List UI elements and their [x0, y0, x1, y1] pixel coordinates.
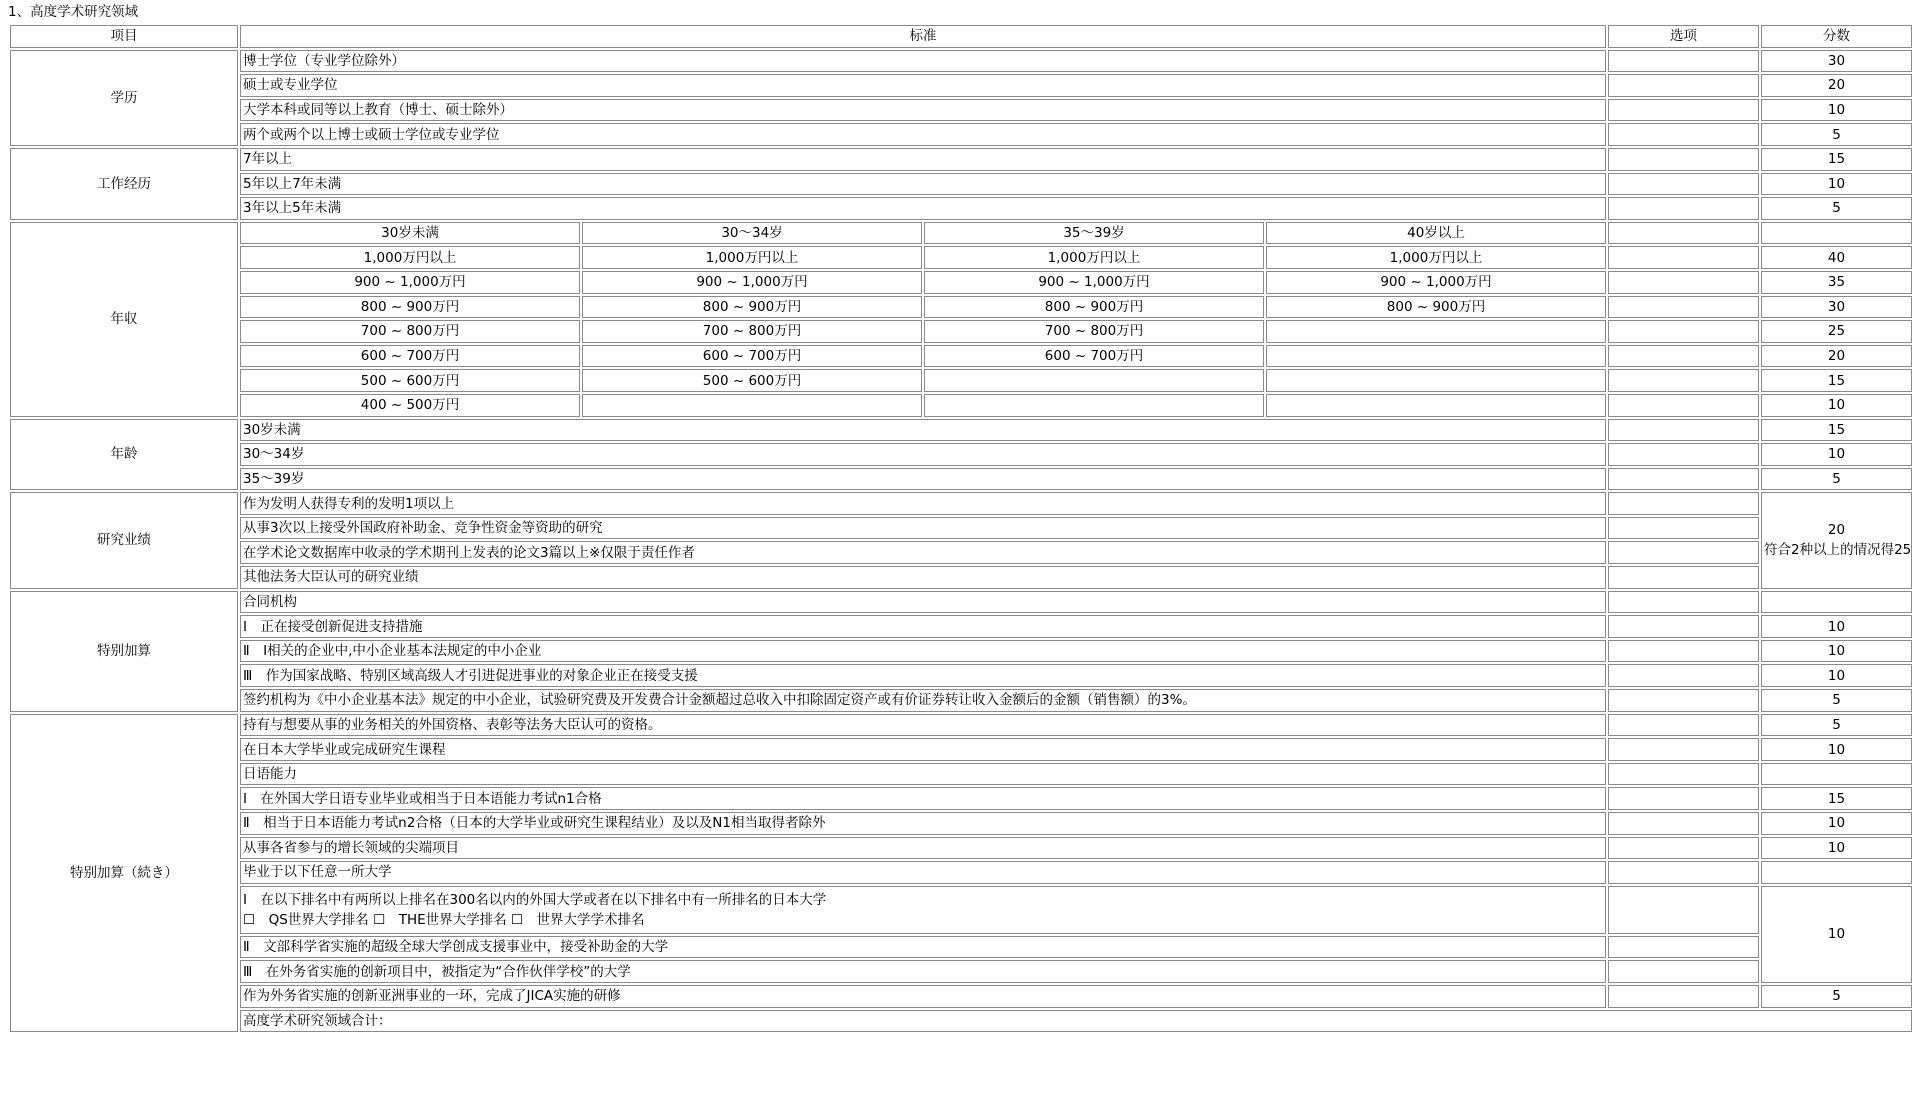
table-row — [10, 689, 1914, 712]
income-cell: 1,000万円以上 — [582, 246, 922, 269]
table-row — [10, 714, 1914, 737]
option-cell[interactable] — [1608, 296, 1759, 319]
income-cell — [924, 369, 1264, 392]
table-row — [10, 443, 1914, 466]
income-cell: 700 ~ 800万円 — [582, 320, 922, 343]
university-points-cell: 10 — [1761, 886, 1912, 983]
table-row — [10, 296, 1914, 319]
criterion-text: 博士学位（专业学位除外） — [240, 50, 1606, 73]
income-cell — [1266, 369, 1606, 392]
table-row — [10, 468, 1914, 491]
criterion-text: 30岁未满 — [240, 419, 1606, 442]
option-cell — [1608, 222, 1759, 245]
table-row — [10, 369, 1914, 392]
points-cell: 10 — [1761, 173, 1912, 196]
table-row — [10, 271, 1914, 294]
income-cell: 700 ~ 800万円 — [924, 320, 1264, 343]
criterion-text — [240, 886, 1606, 934]
option-cell[interactable] — [1608, 664, 1759, 687]
header-points: 分数 — [1761, 25, 1912, 48]
option-cell — [1608, 861, 1759, 884]
table-row — [10, 492, 1914, 515]
header-item: 项目 — [10, 25, 238, 48]
table-row — [10, 246, 1914, 269]
table-row — [10, 566, 1914, 589]
income-cell: 900 ~ 1,000万円 — [1266, 271, 1606, 294]
criterion-text: 在学术论文数据库中收录的学术期刊上发表的论文3篇以上※仅限于责任作者 — [240, 541, 1606, 564]
criterion-text: 35～39岁 — [240, 468, 1606, 491]
income-cell: 700 ~ 800万円 — [240, 320, 580, 343]
income-cell: 800 ~ 900万円 — [1266, 296, 1606, 319]
criterion-text: 30～34岁 — [240, 443, 1606, 466]
criterion-text: 其他法务大臣认可的研究业绩 — [240, 566, 1606, 589]
table-row — [10, 861, 1914, 884]
criterion-text: 从事3次以上接受外国政府补助金、竞争性资金等资助的研究 — [240, 517, 1606, 540]
category-education: 学历 — [10, 50, 238, 146]
option-cell[interactable] — [1608, 443, 1759, 466]
criterion-text: 毕业于以下任意一所大学 — [240, 861, 1606, 884]
income-age-column: 30岁未满 — [240, 222, 580, 245]
points-cell: 5 — [1761, 689, 1912, 712]
table-row — [10, 787, 1914, 810]
points-cell: 10 — [1761, 837, 1912, 860]
option-cell[interactable] — [1608, 99, 1759, 122]
income-cell — [582, 394, 922, 417]
total-label: 高度学术研究领域合计： — [240, 1010, 1912, 1033]
option-cell[interactable] — [1608, 566, 1759, 589]
criterion-text: Ⅲ 作为国家战略、特别区域高级人才引进促进事业的对象企业正在接受支援 — [240, 664, 1606, 687]
criterion-text: Ⅲ 在外务省实施的创新项目中，被指定为“合作伙伴学校”的大学 — [240, 960, 1606, 983]
criterion-text: Ⅱ 相当于日本语能力考试n2合格（日本的大学毕业或研究生课程结业）及以及N1相当取得者除外 — [240, 812, 1606, 835]
criterion-text: 两个或两个以上博士或硕士学位或专业学位 — [240, 123, 1606, 146]
option-cell[interactable] — [1608, 787, 1759, 810]
research-points: 20 — [1827, 522, 1846, 539]
income-cell: 800 ~ 900万円 — [582, 296, 922, 319]
table-row — [10, 541, 1914, 564]
option-cell[interactable] — [1608, 541, 1759, 564]
income-cell: 800 ~ 900万円 — [240, 296, 580, 319]
header-row — [10, 25, 1914, 48]
income-age-column: 30～34岁 — [582, 222, 922, 245]
criterion-text: Ⅱ 文部科学省实施的超级全球大学创成支援事业中，接受补助金的大学 — [240, 936, 1606, 959]
points-cell: 10 — [1761, 812, 1912, 835]
table-row — [10, 148, 1914, 171]
category-age: 年龄 — [10, 419, 238, 491]
criterion-text: 作为外务省实施的创新亚洲事业的一环，完成了JICA实施的研修 — [240, 985, 1606, 1008]
income-cell: 1,000万円以上 — [240, 246, 580, 269]
points-cell: 5 — [1761, 714, 1912, 737]
income-cell: 900 ~ 1,000万円 — [924, 271, 1264, 294]
income-cell: 500 ~ 600万円 — [582, 369, 922, 392]
table-row — [10, 123, 1914, 146]
points-cell: 30 — [1761, 50, 1912, 73]
table-row — [10, 197, 1914, 220]
table-row — [10, 812, 1914, 835]
table-row — [10, 985, 1914, 1008]
category-bonus-continued: 特别加算（続き） — [10, 714, 238, 1033]
criterion-text: 大学本科或同等以上教育（博士、硕士除外） — [240, 99, 1606, 122]
option-cell — [1608, 591, 1759, 614]
table-row — [10, 640, 1914, 663]
option-cell[interactable] — [1608, 320, 1759, 343]
criterion-text: 持有与想要从事的业务相关的外国资格、表彰等法务大臣认可的资格。 — [240, 714, 1606, 737]
table-row — [10, 591, 1914, 614]
criterion-text: 在日本大学毕业或完成研究生课程 — [240, 738, 1606, 761]
option-cell[interactable] — [1608, 246, 1759, 269]
points-cell: 25 — [1761, 320, 1912, 343]
ranking-checkboxes[interactable]: ☐ QS世界大学排名 ☐ THE世界大学排名 ☐ 世界大学学术排名 — [243, 911, 645, 928]
option-cell[interactable] — [1608, 615, 1759, 638]
table-row — [10, 173, 1914, 196]
points-cell: 15 — [1761, 419, 1912, 442]
points-cell: 10 — [1761, 99, 1912, 122]
criterion-text: 7年以上 — [240, 148, 1606, 171]
points-cell: 20 — [1761, 74, 1912, 97]
option-cell[interactable] — [1608, 50, 1759, 73]
income-cell — [1266, 345, 1606, 368]
points-cell: 10 — [1761, 615, 1912, 638]
income-header-row — [10, 222, 1914, 245]
option-cell[interactable] — [1608, 640, 1759, 663]
option-cell[interactable] — [1608, 960, 1759, 983]
research-points-cell — [1761, 492, 1912, 588]
points-cell: 5 — [1761, 985, 1912, 1008]
option-cell[interactable] — [1608, 74, 1759, 97]
university-ranking-criterion: Ⅰ 在以下排名中有两所以上排名在300名以内的外国大学或者在以下排名中有一所排名的日本大学 — [243, 891, 827, 908]
table-row — [10, 763, 1914, 786]
research-points-note: 符合2种以上的情况得25 — [1764, 542, 1912, 559]
points-cell: 10 — [1761, 640, 1912, 663]
criterion-text: 作为发明人获得专利的发明1项以上 — [240, 492, 1606, 515]
category-bonus: 特别加算 — [10, 591, 238, 712]
points-cell: 20 — [1761, 345, 1912, 368]
criterion-text: 合同机构 — [240, 591, 1606, 614]
table-row — [10, 664, 1914, 687]
option-cell[interactable] — [1608, 394, 1759, 417]
option-cell[interactable] — [1608, 271, 1759, 294]
points-cell: 10 — [1761, 738, 1912, 761]
points-cell: 10 — [1761, 394, 1912, 417]
criterion-text: 签约机构为《中小企业基本法》规定的中小企业，试验研究费及开发费合计金额超过总收入中扣除固定资产或有价证券转让收入金额后的金额（销售额）的3%。 — [240, 689, 1606, 712]
header-standard: 标准 — [240, 25, 1606, 48]
points-cell: 30 — [1761, 296, 1912, 319]
points-cell — [1761, 222, 1912, 245]
criterion-text: 从事各省参与的增长领域的尖端项目 — [240, 837, 1606, 860]
table-row — [10, 320, 1914, 343]
table-row — [10, 615, 1914, 638]
points-cell: 15 — [1761, 787, 1912, 810]
option-cell[interactable] — [1608, 738, 1759, 761]
option-cell[interactable] — [1608, 985, 1759, 1008]
points-cell: 10 — [1761, 443, 1912, 466]
points-cell: 5 — [1761, 197, 1912, 220]
option-cell[interactable] — [1608, 689, 1759, 712]
table-row — [10, 74, 1914, 97]
option-cell[interactable] — [1608, 886, 1759, 934]
criterion-text: 5年以上7年未满 — [240, 173, 1606, 196]
option-cell[interactable] — [1608, 148, 1759, 171]
income-cell: 900 ~ 1,000万円 — [582, 271, 922, 294]
option-cell[interactable] — [1608, 714, 1759, 737]
income-cell: 1,000万円以上 — [1266, 246, 1606, 269]
page-title: 1、高度学术研究领域 — [8, 4, 139, 20]
option-cell — [1608, 763, 1759, 786]
income-cell: 900 ~ 1,000万円 — [240, 271, 580, 294]
option-cell[interactable] — [1608, 812, 1759, 835]
criterion-text: Ⅰ 正在接受创新促进支持措施 — [240, 615, 1606, 638]
points-table — [8, 23, 1916, 1034]
income-age-column: 40岁以上 — [1266, 222, 1606, 245]
table-row — [10, 936, 1914, 959]
option-cell[interactable] — [1608, 517, 1759, 540]
income-cell: 600 ~ 700万円 — [240, 345, 580, 368]
points-cell: 15 — [1761, 148, 1912, 171]
table-row — [10, 886, 1914, 934]
option-cell[interactable] — [1608, 492, 1759, 515]
income-cell — [1266, 394, 1606, 417]
category-experience: 工作经历 — [10, 148, 238, 220]
points-cell: 5 — [1761, 123, 1912, 146]
criterion-text: Ⅰ 在外国大学日语专业毕业或相当于日本语能力考试n1合格 — [240, 787, 1606, 810]
criterion-text: 3年以上5年未满 — [240, 197, 1606, 220]
option-cell[interactable] — [1608, 173, 1759, 196]
criterion-text: 日语能力 — [240, 763, 1606, 786]
table-row — [10, 960, 1914, 983]
income-cell: 400 ~ 500万円 — [240, 394, 580, 417]
table-row — [10, 738, 1914, 761]
total-row — [10, 1010, 1914, 1033]
points-cell: 35 — [1761, 271, 1912, 294]
income-cell: 500 ~ 600万円 — [240, 369, 580, 392]
points-cell: 5 — [1761, 468, 1912, 491]
option-cell[interactable] — [1608, 419, 1759, 442]
header-option: 选项 — [1608, 25, 1759, 48]
table-row — [10, 517, 1914, 540]
income-cell — [924, 394, 1264, 417]
option-cell[interactable] — [1608, 936, 1759, 959]
table-row — [10, 99, 1914, 122]
income-age-column: 35～39岁 — [924, 222, 1264, 245]
criterion-text: Ⅱ Ⅰ相关的企业中,中小企业基本法规定的中小企业 — [240, 640, 1606, 663]
option-cell[interactable] — [1608, 345, 1759, 368]
points-cell: 40 — [1761, 246, 1912, 269]
table-row — [10, 50, 1914, 73]
income-cell — [1266, 320, 1606, 343]
table-row — [10, 419, 1914, 442]
table-row — [10, 345, 1914, 368]
option-cell[interactable] — [1608, 123, 1759, 146]
option-cell[interactable] — [1608, 197, 1759, 220]
income-cell: 600 ~ 700万円 — [582, 345, 922, 368]
points-cell: 10 — [1761, 664, 1912, 687]
points-cell: 15 — [1761, 369, 1912, 392]
option-cell[interactable] — [1608, 837, 1759, 860]
table-row — [10, 837, 1914, 860]
option-cell[interactable] — [1608, 369, 1759, 392]
income-cell: 800 ~ 900万円 — [924, 296, 1264, 319]
income-cell: 1,000万円以上 — [924, 246, 1264, 269]
points-cell — [1761, 763, 1912, 786]
option-cell[interactable] — [1608, 468, 1759, 491]
income-cell: 600 ~ 700万円 — [924, 345, 1264, 368]
points-cell — [1761, 861, 1912, 884]
points-cell — [1761, 591, 1912, 614]
table-row — [10, 394, 1914, 417]
category-income: 年収 — [10, 222, 238, 417]
criterion-text: 硕士或专业学位 — [240, 74, 1606, 97]
category-research: 研究业绩 — [10, 492, 238, 588]
